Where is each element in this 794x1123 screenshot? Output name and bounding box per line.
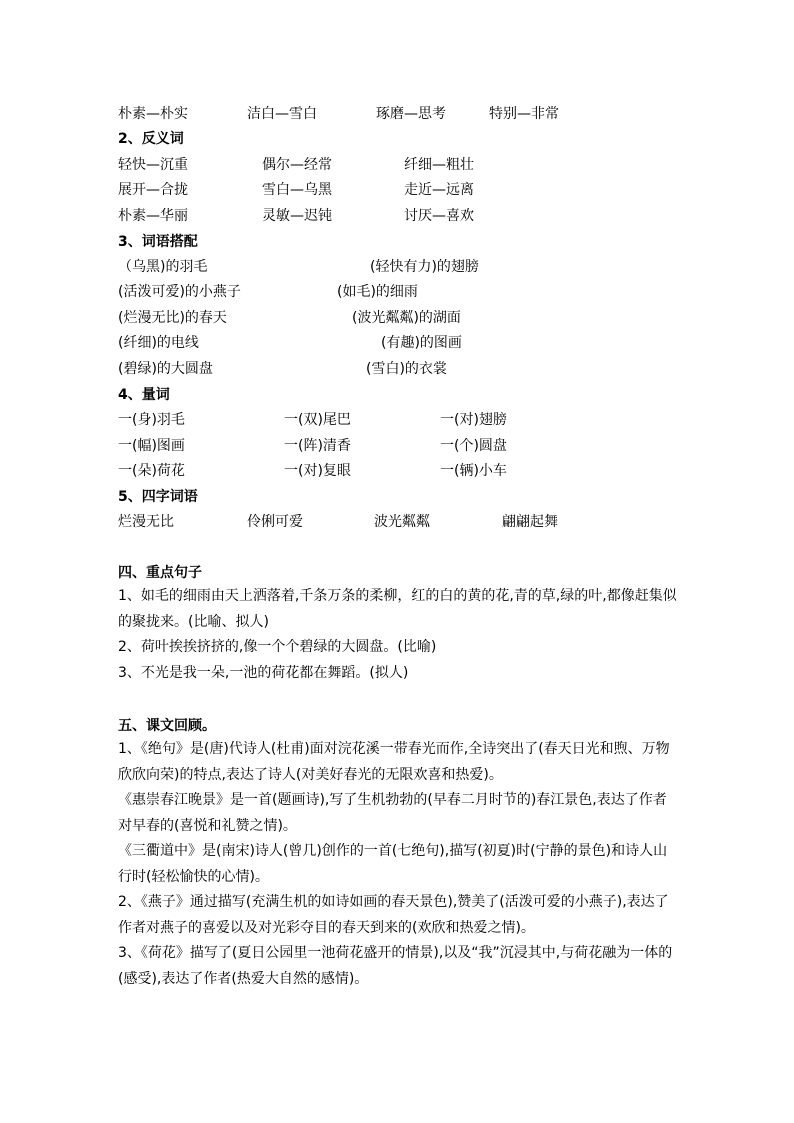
antonym-item: 朴素—华丽 <box>118 208 188 224</box>
collocation-item: (烂漫无比)的春天 <box>118 310 227 326</box>
collocation-item: (有趣)的图画 <box>381 335 462 351</box>
review-paragraph: 2、《燕子》通过描写(充满生机的如诗如画的春天景色),赞美了(活泼可爱的小燕子),表达了作者对燕子的喜爱以及对光彩夺目的春天到来的(欢欣和热爱之情)。 <box>118 894 669 936</box>
review-paragraph: 《惠崇春江晚景》是一首(题画诗),写了生机勃勃的(早春二月时节的)春江景色,表达了作者对早春的(喜悦和礼赞之情)。 <box>118 792 667 834</box>
measure-word-item: 一(朵)荷花 <box>118 463 185 479</box>
four-char-word: 烂漫无比 <box>118 514 174 530</box>
antonym-item: 雪白—乌黑 <box>262 182 332 198</box>
pair-3: 琢磨—思考 <box>376 106 446 122</box>
antonym-item: 轻快—沉重 <box>118 157 188 173</box>
pair-4: 特别—非常 <box>489 106 559 122</box>
measure-word-item: 一(双)尾巴 <box>284 412 351 428</box>
collocation-item: (雪白)的衣裳 <box>366 361 447 377</box>
key-sentence: 2、荷叶挨挨挤挤的,像一个个碧绿的大圆盘。(比喻) <box>118 639 437 655</box>
review-paragraph: 1、《绝句》是(唐)代诗人(杜甫)面对浣花溪一带春光而作,全诗突出了(春天日光和煦、万物欣欣向荣)的特点,表达了诗人(对美好春光的无限欢喜和热爱)。 <box>118 741 670 783</box>
four-char-heading: 5、四字词语 <box>118 489 198 505</box>
collocation-item: (如毛)的细雨 <box>337 284 418 300</box>
antonym-item: 偶尔—经常 <box>262 157 332 173</box>
antonym-item: 讨厌—喜欢 <box>404 208 474 224</box>
pair-2: 洁白—雪白 <box>247 106 317 122</box>
four-char-word: 伶俐可爱 <box>247 514 303 530</box>
measure-word-item: 一(对)复眼 <box>284 463 351 479</box>
measure-word-heading: 4、量词 <box>118 387 170 403</box>
antonym-item: 灵敏—迟钝 <box>262 208 332 224</box>
measure-word-item: 一(对)翅膀 <box>440 412 507 428</box>
key-sentence: 3、不光是我一朵,一池的荷花都在舞蹈。(拟人) <box>118 665 409 681</box>
measure-word-item: 一(幅)图画 <box>118 438 185 454</box>
collocation-item: (活泼可爱)的小燕子 <box>118 284 241 300</box>
review-paragraph: 3、《荷花》描写了(夏日公园里一池荷花盛开的情景),以及“我”沉浸其中,与荷花融为一体的(感受),表达了作者(热爱大自然的感情)。 <box>118 945 673 987</box>
pair-1: 朴素—朴实 <box>118 106 188 122</box>
key-sentences-heading: 四、重点句子 <box>118 565 202 581</box>
key-sentence: 1、如毛的细雨由天上洒落着,千条万条的柔柳，红的白的黄的花,青的草,绿的叶,都像赶集似的聚拢来。(比喻、拟人) <box>118 588 677 630</box>
collocation-item: （乌黑)的羽毛 <box>118 259 208 275</box>
antonym-item: 展开—合拢 <box>118 182 188 198</box>
review-paragraph: 《三衢道中》是(南宋)诗人(曾几)创作的一首(七绝句),描写(初夏)时(宁静的景色)和诗人山行时(轻松愉快的心情)。 <box>118 843 668 885</box>
four-char-word: 翩翩起舞 <box>502 514 558 530</box>
measure-word-item: 一(身)羽毛 <box>118 412 185 428</box>
collocation-heading: 3、词语搭配 <box>118 234 198 250</box>
antonyms-heading: 2、反义词 <box>118 131 184 147</box>
antonym-item: 走近—远离 <box>404 182 474 198</box>
measure-word-item: 一(阵)清香 <box>284 438 351 454</box>
collocation-item: (碧绿)的大圆盘 <box>118 361 213 377</box>
four-char-word: 波光粼粼 <box>374 514 430 530</box>
collocation-item: (波光粼粼)的湖面 <box>352 310 461 326</box>
measure-word-item: 一(辆)小车 <box>440 463 507 479</box>
text-review-heading: 五、课文回顾。 <box>118 718 216 734</box>
collocation-item: (纤细)的电线 <box>118 335 199 351</box>
collocation-item: (轻快有力)的翅膀 <box>370 259 479 275</box>
measure-word-item: 一(个)圆盘 <box>440 438 507 454</box>
antonym-item: 纤细—粗壮 <box>404 157 474 173</box>
